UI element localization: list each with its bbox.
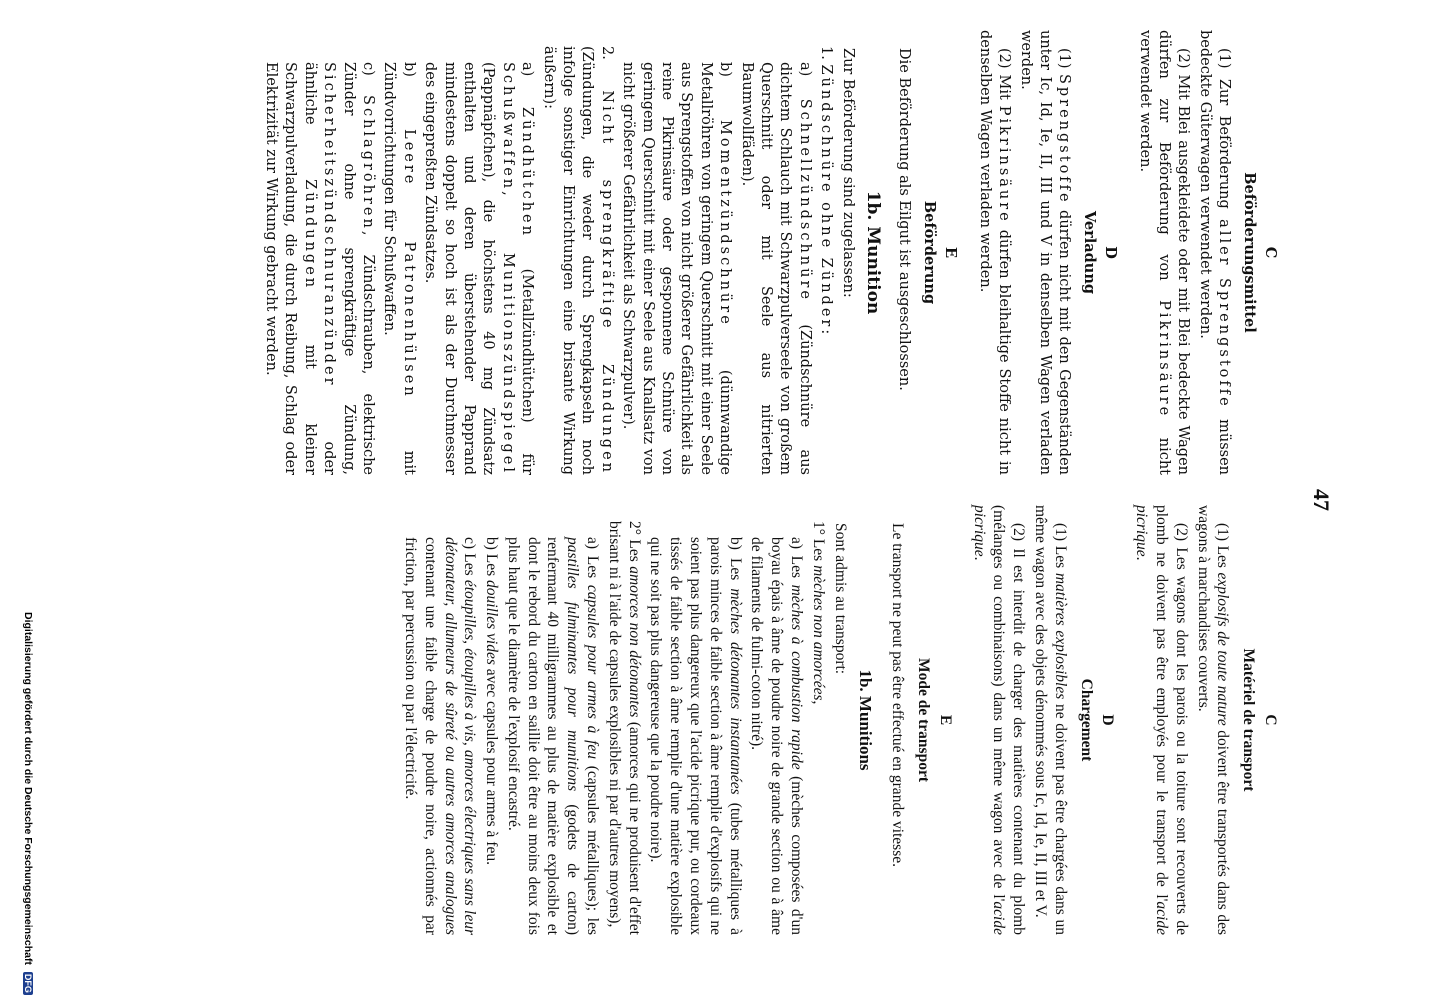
fr-munitions-item-1a: a) Les mèches à combustion rapide (mèches composées d'un boyau épais à âme de poudre noire de grande section ou à âme de filaments de fulmi-coton nitré). [748,537,806,935]
fr-munitions-item-2: 2° Les amorces non détonantes (amorces qui ne produisent d'effet brisant ni à l'aide de capsules explosibles ni par d'autres moyens), [605,521,643,935]
fr-c-paragraph-2: (2) Les wagons dont les parois ou la toiture sont recouverts de plomb ne doivent pas être employés pour le transport de l'acide picrique. [1133,505,1190,935]
fr-munitions-intro: Sont admis au transport: [831,523,849,675]
de-munition-item-2b: b) Leere Patronenhülsen mit Zündvorrichtungen für Schußwaffen. [381,62,417,475]
fr-munitions-item-1b: b) Les mèches détonantes instantanées (tubes métalliques à parois minces de faible section à âme remplie d'explosifs qui ne soient pas plus dangereux que l'acide picrique pur, ou cordeaux tissés de faible section à âme remplie d'une matière explosible qui ne soit pas plus dangereuse que la poudre noire). [647,537,744,935]
fr-section-e-letter: E [936,714,954,726]
de-munition-item-1: 1. Zündschnüre ohne Zünder: [818,46,835,335]
fr-section-e-title: Mode de transport [915,658,933,782]
digitization-credit: Digitalisierung gefördert durch die Deutsche Forschungsgemeinschaft DFG [22,612,34,993]
de-section-d-letter: D [1102,246,1120,259]
de-munition-item-2: 2. Nicht sprengkräftige Zündungen (Zündungen, die weder durch Sprengkapseln noch infolge sonstiger Einrichtungen eine brisante Wirkung äußern): [540,46,615,476]
de-section-d-title: Verladung [1080,210,1098,295]
fr-section-c-letter: C [1262,714,1279,726]
de-d-paragraph-2: (2) Mit Pikrinsäure dürfen bleihaltige Stoffe nicht in denselben Wagen verladen werden. [976,30,1013,475]
de-section-c-title: Beförderungsmittel [1240,172,1258,333]
fr-d-paragraph-1: (1) Les matières explosibles ne doivent pas être chargées dans un même wagon avec des objets dénommés sous Ic, Id, Ie, II, III et V. [1032,505,1069,936]
fr-munitions-item-2a: a) Les capsules pour armes à feu (capsules métalliques); les pastilles fulminantes pour munitions (godets de carton) renfermant 40 milligrammes au plus de matière explosible et dont le rebord du carton en saillie doit être au moins deux fois plus haut que le diamètre de l'explosif encastré. [504,537,602,935]
fr-section-c-title: Matériel de transport [1240,648,1258,792]
fr-d-paragraph-2: (2) Il est interdit de charger des matières contenant du plomb (mélanges ou combinaisons) dans un même wagon avec de l'acide picrique. [970,505,1028,935]
fr-section-d-title: Chargement [1077,678,1095,762]
de-d-paragraph-1: (1) Sprengstoffe dürfen nicht mit den Gegenständen unter Ic, Id, Ie, II, III und V in denselben Wagen verladen werden. [1017,30,1073,475]
french-column [398,505,1294,935]
fr-c-paragraph-1: (1) Les explosifs de toute nature doivent être transportés dans des wagons à marchandises couverts. [1194,505,1232,935]
fr-munitions-item-1: 1° Les mèches non amorcées, [809,521,827,705]
fr-e-paragraph-1: Le transport ne peut pas être effectué en grande vitesse. [889,523,907,868]
de-munition-intro: Zur Beförderung sind zugelassen: [839,48,856,298]
de-c-paragraph-2: (2) Mit Blei ausgekleidete oder mit Blei bedeckte Wagen dürfen zur Beförderung von Pikrinsäure nicht verwendet werden. [1136,30,1192,475]
de-section-c-letter: C [1262,246,1279,259]
de-section-e-title: Beförderung [920,200,938,305]
dfg-logo-icon: DFG [23,973,33,993]
de-section-e-letter: E [942,246,960,259]
german-column [259,30,1295,475]
fr-munitions-item-2b: b) Les douilles vides avec capsules pour armes à feu. [483,537,501,865]
de-munition-item-1b: b) Momentzündschnüre (dünnwandige Metallröhren von geringem Querschnitt mit einer Seele aus Sprengstoffen von nicht größerer Gefährlichkeit als reine Pikrinsäure oder gesponnene Schnüre von geringem Querschnitt mit einer Seele aus Knallsatz von nicht größerer Gefährlichkeit als Schwarzpulver). [620,62,734,475]
fr-section-d-letter: D [1099,714,1117,726]
fr-munitions-item-2c: c) Les étoupilles, étoupilles à vis, amorces électriques sans leur détonateur, allumeurs de sûreté ou autres amorces analogues contenant une faible charge de poudre noire, actionnés par friction, par percussion ou par l'électricité. [401,537,479,936]
de-munition-item-2a: a) Zündhütchen (Metallzündhütchen) für Schußwaffen, Munitionszündspiegel (Pappnäpfchen), die höchstens 40 mg Zündsatz enthalten und deren überstehender Papprand mindestens doppelt so hoch ist als der Durchmesser des eingepreßten Zündsatzes. [422,62,536,475]
de-munition-title: 1b. Munition [863,190,884,315]
de-c-paragraph-1: (1) Zur Beförderung aller Sprengstoffe müssen bedeckte Güterwagen verwendet werden. [1196,30,1233,476]
de-munition-item-1a: a) Schnellzündschnüre (Zündschnüre aus dichtem Schlauch mit Schwarzpulverseele von großem Querschnitt oder mit Seele aus nitrierten Baumwollfäden). [738,62,813,475]
de-e-paragraph-1: Die Beförderung als Eilgut ist ausgeschlossen. [896,48,913,391]
fr-munitions-title: 1b. Munitions [856,669,876,771]
page-number: 47 [1309,489,1334,511]
de-munition-item-2c: c) Schlagröhren, Zündschrauben, elektrische Zünder ohne sprengkräftige Zündung, Sicherheitszündschnuranzünder oder ähnliche Zündungen mit kleiner Schwarzpulverladung, die durch Reibung, Schlag oder Elektrizität zur Wirkung gebracht werden. [262,62,376,476]
